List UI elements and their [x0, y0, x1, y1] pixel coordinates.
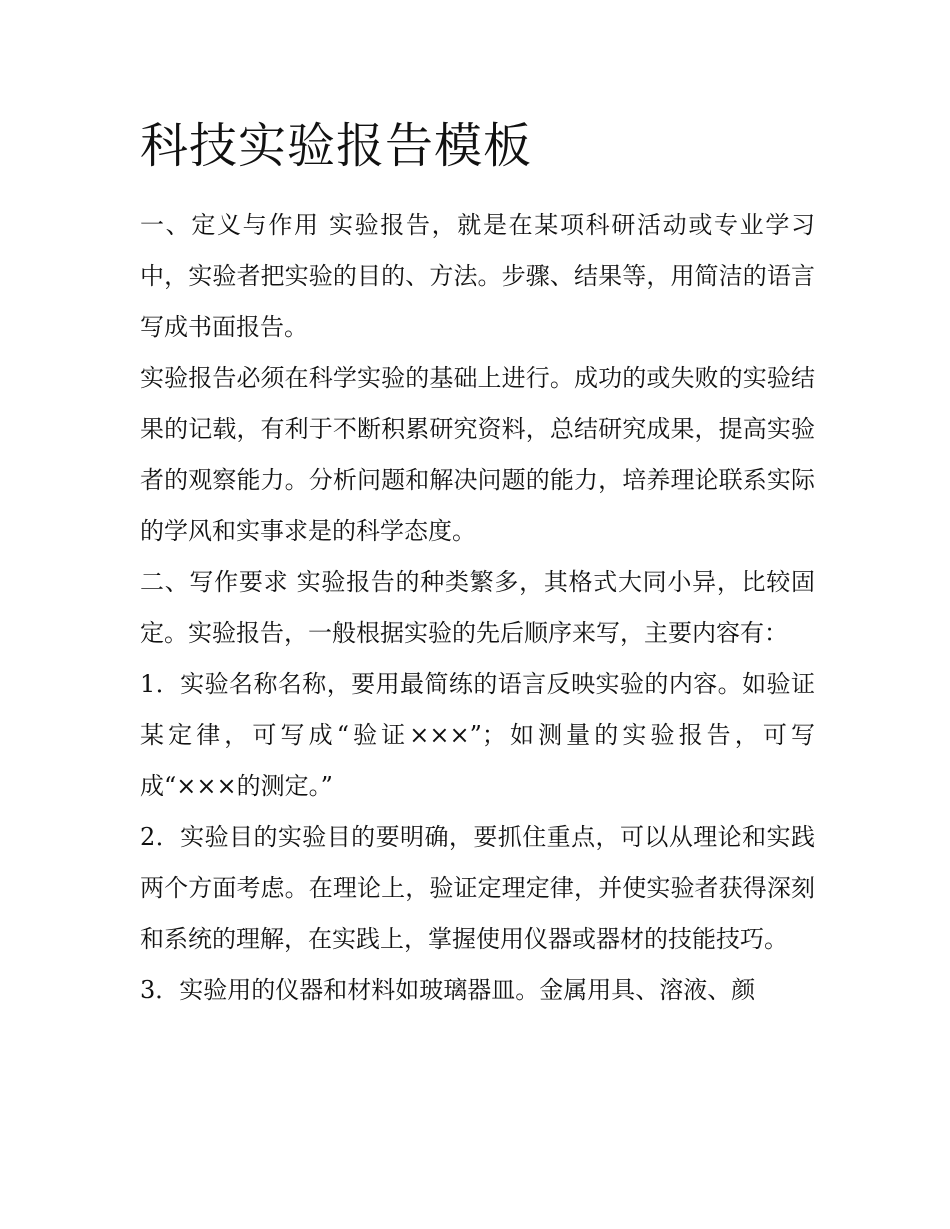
paragraph-requirement-basis: 实验报告必须在科学实验的基础上进行。成功的或失败的实验结果的记载，有利于不断积累研究资料，总结研究成果，提高实验者的观察能力。分析问题和解决问题的能力，培养理论联系实际的学风和实事求是的科学态度。 [140, 364, 815, 545]
document-page [140, 110, 815, 1016]
paragraph-item-1-name: 1．实验名称名称，要用最简练的语言反映实验的内容。如验证某定律，可写成“验证×××”；如测量的实验报告，可写成“×××的测定。” [140, 670, 815, 800]
document-title: 科技实验报告模板 [140, 118, 533, 174]
paragraph-definition: 一、定义与作用 实验报告，就是在某项科研活动或专业学习中，实验者把实验的目的、方法。步骤、结果等，用简洁的语言写成书面报告。 [140, 211, 815, 341]
paragraph-item-2-purpose: 2．实验目的实验目的要明确，要抓住重点，可以从理论和实践两个方面考虑。在理论上，验证定理定律，并使实验者获得深刻和系统的理解，在实践上，掌握使用仪器或器材的技能技巧。 [140, 823, 815, 953]
paragraph-item-3-materials: 3．实验用的仪器和材料如玻璃器皿。金属用具、溶液、颜 [140, 976, 756, 1004]
paragraph-writing-requirements: 二、写作要求 实验报告的种类繁多，其格式大同小异，比较固定。实验报告，一般根据实验的先后顺序来写，主要内容有： [140, 568, 815, 647]
